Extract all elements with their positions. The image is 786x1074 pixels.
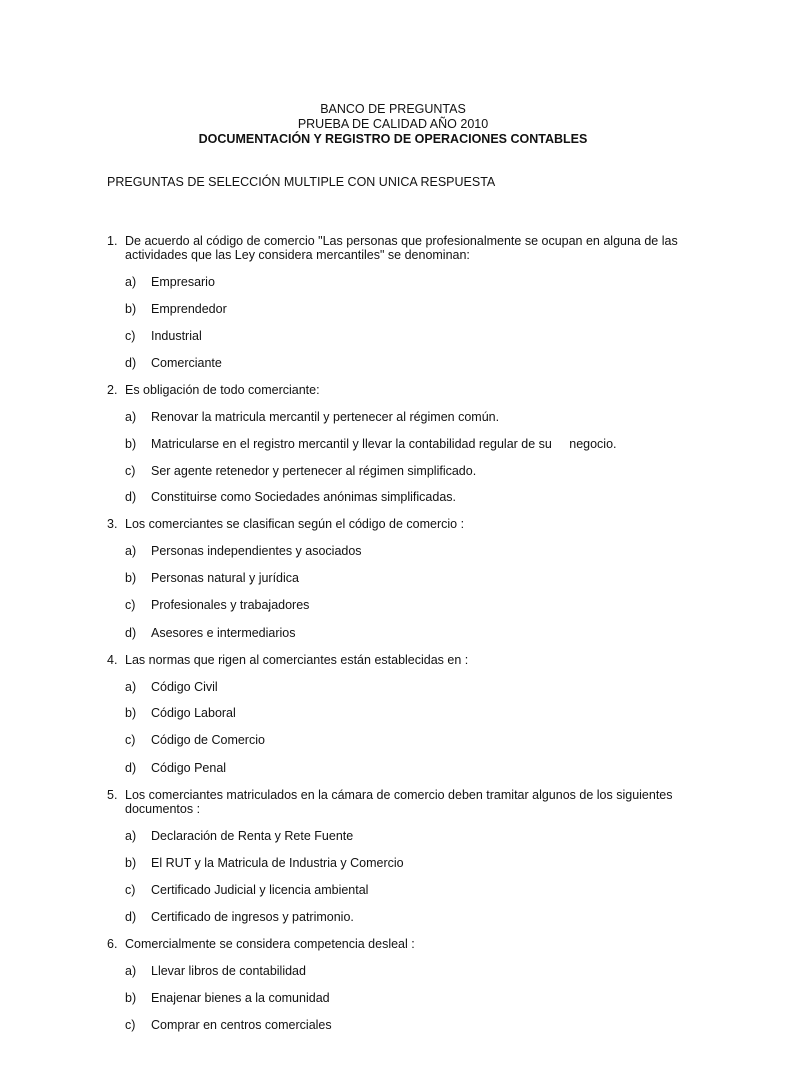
option-letter: b) xyxy=(125,571,137,585)
question-text: Los comerciantes se clasifican según el código de comercio : xyxy=(125,517,465,531)
section-subtitle: PREGUNTAS DE SELECCIÓN MULTIPLE CON UNICA RESPUESTA xyxy=(107,175,496,189)
option-letter: a) xyxy=(125,964,137,978)
question-text: Comercialmente se considera competencia desleal : xyxy=(125,937,415,951)
option-text: Industrial xyxy=(151,329,202,343)
question-4 xyxy=(107,653,697,667)
option-text: Código Penal xyxy=(151,761,227,775)
option-text: Empresario xyxy=(151,275,215,289)
option-text: Declaración de Renta y Rete Fuente xyxy=(151,829,354,843)
question-text: Las normas que rigen al comerciantes están establecidas en : xyxy=(125,653,469,667)
question-number: 2. xyxy=(107,383,118,397)
option-text: Personas natural y jurídica xyxy=(151,571,299,585)
option-letter: d) xyxy=(125,761,137,775)
question-text: Es obligación de todo comerciante: xyxy=(125,383,320,397)
option-letter: d) xyxy=(125,490,137,504)
question-6 xyxy=(107,937,697,951)
option-text: Comerciante xyxy=(151,356,222,370)
question-number: 3. xyxy=(107,517,118,531)
header-test-year: PRUEBA DE CALIDAD AÑO 2010 xyxy=(297,117,489,131)
option-letter: c) xyxy=(125,329,136,343)
question-1 xyxy=(107,234,697,262)
option-letter: d) xyxy=(125,626,137,640)
option-text: Constituirse como Sociedades anónimas simplificadas. xyxy=(151,490,457,504)
option-text: Comprar en centros comerciales xyxy=(151,1018,332,1032)
option-text: Emprendedor xyxy=(151,302,227,316)
option-text: Enajenar bienes a la comunidad xyxy=(151,991,330,1005)
option-text: Código Laboral xyxy=(151,706,236,720)
option-letter: b) xyxy=(125,706,137,720)
question-5 xyxy=(107,788,697,816)
option-letter: c) xyxy=(125,883,136,897)
option-letter: b) xyxy=(125,302,137,316)
option-text: El RUT y la Matricula de Industria y Comercio xyxy=(151,856,404,870)
option-text: Llevar libros de contabilidad xyxy=(151,964,306,978)
question-2 xyxy=(107,383,697,397)
question-text: Los comerciantes matriculados en la cámara de comercio deben tramitar algunos de los siguientes documentos : xyxy=(125,788,673,816)
option-text: Asesores e intermediarios xyxy=(151,626,296,640)
option-text: Renovar la matricula mercantil y pertenecer al régimen común. xyxy=(151,410,500,424)
option-letter: b) xyxy=(125,437,137,451)
question-3 xyxy=(107,517,697,531)
question-text: De acuerdo al código de comercio "Las personas que profesionalmente se ocupan en alguna de las actividades que las Ley considera mercantiles" se denominan: xyxy=(125,234,678,262)
option-text: Profesionales y trabajadores xyxy=(151,598,310,612)
question-number: 5. xyxy=(107,788,118,802)
question-number: 1. xyxy=(107,234,118,248)
option-letter: c) xyxy=(125,598,136,612)
option-6c xyxy=(125,1018,332,1074)
option-letter: d) xyxy=(125,356,137,370)
option-letter: c) xyxy=(125,733,136,747)
option-text: Código Civil xyxy=(151,680,218,694)
option-letter: b) xyxy=(125,991,137,1005)
option-text: Matricularse en el registro mercantil y llevar la contabilidad regular de su negocio. xyxy=(151,437,617,451)
option-text: Código de Comercio xyxy=(151,733,265,747)
option-letter: a) xyxy=(125,829,137,843)
option-letter: a) xyxy=(125,410,137,424)
option-letter: a) xyxy=(125,544,137,558)
option-text: Certificado de ingresos y patrimonio. xyxy=(151,910,354,924)
option-letter: a) xyxy=(125,275,137,289)
question-number: 4. xyxy=(107,653,118,667)
option-letter: b) xyxy=(125,856,137,870)
option-text: Ser agente retenedor y pertenecer al régimen simplificado. xyxy=(151,464,477,478)
option-letter: a) xyxy=(125,680,137,694)
option-letter: c) xyxy=(125,464,136,478)
header-subject-title: DOCUMENTACIÓN Y REGISTRO DE OPERACIONES CONTABLES xyxy=(198,132,588,146)
header-bank-title: BANCO DE PREGUNTAS xyxy=(320,102,466,116)
option-letter: c) xyxy=(125,1018,136,1032)
option-letter: d) xyxy=(125,910,137,924)
question-number: 6. xyxy=(107,937,118,951)
option-text: Personas independientes y asociados xyxy=(151,544,362,558)
option-text: Certificado Judicial y licencia ambiental xyxy=(151,883,369,897)
